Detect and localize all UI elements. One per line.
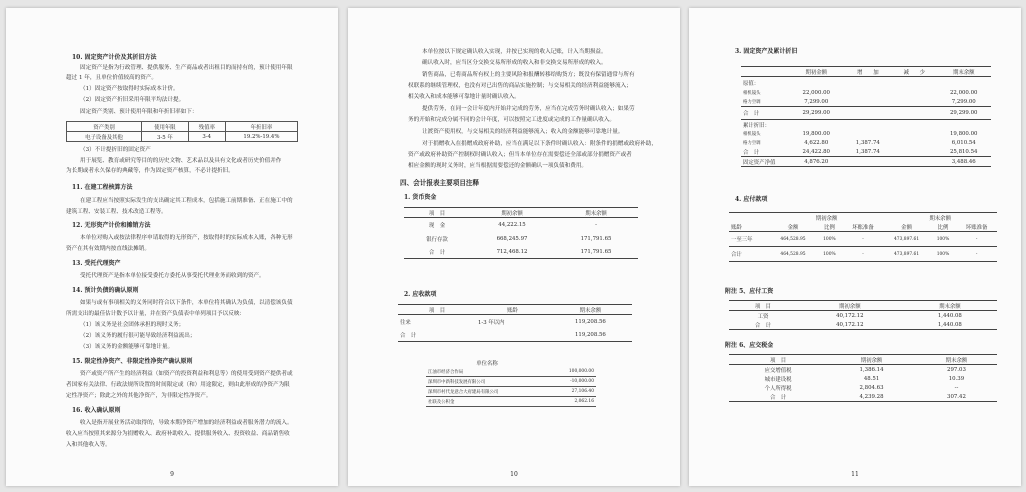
section-heading-14: 14. 预计负债的确认原则 — [72, 287, 139, 294]
section-heading-16: 16. 收入确认原则 — [72, 407, 121, 414]
table-header-cell: 账龄 — [729, 222, 770, 232]
table-cell: - — [843, 232, 884, 247]
paragraph-line: 为长期或者永久保存的典藏等，作为固定资产核算，不必计提折旧。 — [66, 168, 234, 174]
table-header-cell: 年折旧率 — [225, 122, 297, 132]
table-row — [404, 246, 638, 259]
table-row — [426, 367, 596, 377]
table-header-cell: 项 目 — [404, 208, 470, 218]
table-row — [729, 247, 997, 262]
paragraph-line: （2）该义务的履行很可能导致经济利益流出； — [80, 333, 196, 339]
table-cell: 4,239.28 — [827, 392, 916, 402]
paragraph-line: 所需支出的最佳估计数予以计量，并在资产负债表中单列项目予以反映： — [66, 311, 246, 317]
paragraph-line: （1）固定资产按取得时实际成本计价。 — [80, 86, 179, 92]
table-cell: 固定资产净值 — [741, 157, 789, 167]
table-row — [741, 88, 991, 97]
table-row — [741, 97, 991, 107]
table-row — [729, 374, 997, 383]
paragraph-line: 本单位对购入或按法律程序申请取得的无形资产，按取得时的实际成本入账，各种无形 — [80, 235, 293, 241]
table-cell: 城市建设税 — [764, 376, 792, 383]
table-cell: 社联及公积金 — [426, 397, 548, 407]
table-cell: 深圳市村代龙意合大府建局有限公司 — [426, 387, 548, 397]
table-cell: 24,422.80 — [789, 147, 844, 157]
table-header-cell: 比例 — [930, 222, 956, 232]
table-header-cell: 期末余额 — [936, 67, 991, 77]
table-cell — [892, 107, 936, 120]
table-row — [729, 232, 997, 247]
table-header-cell: 增 加 — [844, 67, 893, 77]
table-cell — [844, 107, 893, 120]
table-cell: 119,208.56 — [549, 328, 632, 342]
table-header-cell: 坏账准备 — [956, 222, 997, 232]
table-row — [729, 392, 997, 402]
paragraph-line: 入和其他收入等。 — [66, 442, 111, 448]
table-header-cell: 期末余额 — [549, 305, 632, 315]
table-row — [398, 315, 632, 329]
receivables-table — [398, 304, 632, 342]
paragraph-line: （3）不计提折旧的固定资产 — [80, 147, 151, 153]
table-header-cell: 减 少 — [892, 67, 936, 77]
table-row — [741, 129, 991, 138]
table-cell: 1,387.74 — [855, 139, 880, 146]
table-cell: 1,440.08 — [903, 320, 997, 330]
table-cell — [892, 147, 936, 157]
table-cell: 4,622.80 — [804, 139, 829, 146]
table-cell: 119,208.56 — [575, 318, 606, 325]
table-cell: 合 计 — [729, 320, 797, 330]
section-heading-12: 12. 无形资产计价和摊销方法 — [72, 222, 151, 229]
paragraph-line: 对于捐赠收入在捐赠成政府补助，应当在满足以下条件时确认收入：附条件的捐赠或政府补助， — [422, 141, 657, 147]
paragraph-line: （1）该义务是社会团体承担的现时义务； — [80, 322, 185, 328]
table-row — [426, 387, 596, 397]
document-page-11 — [689, 8, 1021, 486]
table-header-cell: 期初金额 — [789, 67, 844, 77]
table-cell: 25,810.54 — [936, 147, 991, 157]
table-header-cell: 期末余额 — [903, 301, 997, 311]
table-cell: 深圳市中新科技发展有限公司 — [426, 377, 548, 387]
table-cell: 464,528.95 — [770, 247, 816, 262]
table-cell: 合计 — [729, 247, 770, 262]
payables-table — [729, 212, 997, 262]
paragraph-line: 本单位按以下规定确认收入实现，并按已实现的收入记账，计入当期损益。 — [422, 49, 607, 55]
page-number: 11 — [851, 471, 859, 478]
unit-table — [426, 358, 596, 407]
table-cell: 1-3 年以内 — [478, 319, 505, 326]
table-row — [729, 311, 997, 321]
table-header-row — [729, 213, 997, 223]
table-cell: 3-4 — [188, 132, 225, 142]
table-cell: 44,222.15 — [498, 222, 526, 228]
paragraph-line: 权联系的继续管理权，也没有对已出售的商品实施控制；与交易相关的经济利益能够流入； — [408, 83, 632, 89]
table-cell: 100% — [930, 247, 956, 262]
table-cell — [844, 157, 893, 167]
table-cell: 合 计 — [398, 328, 476, 342]
section-heading-11: 11. 在建工程核算方法 — [72, 184, 133, 191]
paragraph-line: 收入应当按照其来源分为捐赠收入、政府补助收入、提供服务收入、投资收益、商品销售收 — [66, 431, 290, 437]
paragraph-line: 资产或资产所产生的经济利益（如资产的投资利益和利息等）的使用受到资产提供者或 — [80, 371, 293, 377]
section-heading-receivables: 2. 应收款项 — [404, 291, 437, 298]
table-header-cell: 期初余额 — [827, 355, 916, 365]
table-row — [404, 232, 638, 246]
table-row — [729, 320, 997, 330]
paragraph-line: 受托代理资产是指本单位接受委托方委托从事受托代理业务而收到的资产。 — [80, 273, 265, 279]
paragraph-line: 让渡资产使用权，与交易相关的经济利益能够流入；收入的金额能够可靠地计量。 — [422, 129, 624, 135]
table-cell: 个人所得税 — [764, 385, 792, 392]
paragraph-line: 建筑工程、安装工程、技术改造工程等。 — [66, 209, 167, 215]
table-cell: 473,897.61 — [883, 232, 929, 247]
table-cell: 合 计 — [741, 147, 789, 157]
table-header-cell: 坏账准备 — [843, 222, 884, 232]
table-row — [729, 365, 997, 375]
table-header-row — [426, 358, 596, 367]
table-header-cell: 期末余额 — [554, 208, 638, 218]
table-cell: - — [956, 247, 997, 262]
table-cell — [844, 88, 893, 97]
table-cell — [892, 138, 936, 147]
paragraph-line: 固定资产类别、预计使用年限和年折旧率如下： — [80, 109, 198, 115]
section-heading-cash: 1. 货币资金 — [404, 194, 437, 201]
paragraph-line: 务的开始和完成分属不同的会计年度，可以按照完工进度或完成的工作量确认收入。 — [408, 117, 615, 123]
table-cell: 合 计 — [729, 392, 827, 402]
table-header-cell: 期末余额 — [916, 355, 997, 365]
table-row — [404, 218, 638, 233]
table-row — [426, 397, 596, 407]
table-cell: 100% — [930, 232, 956, 247]
paragraph-line: 定性净资产；除此之外的其他净资产，为非限定性净资产。 — [66, 393, 212, 399]
table-cell: 40,172.12 — [836, 312, 864, 319]
section-heading-15: 15. 限定性净资产、非限定性净资产确认原则 — [72, 358, 193, 365]
cash-table — [404, 207, 638, 259]
table-cell: 江油市经济合作局 — [426, 367, 548, 377]
table-header-row — [729, 301, 997, 311]
table-cell — [844, 129, 893, 138]
table-cell: 171,791.65 — [554, 246, 638, 259]
table-cell: 464,528.95 — [770, 232, 816, 247]
table-cell: - — [956, 232, 997, 247]
table-header-cell: 项 目 — [729, 355, 827, 365]
paragraph-line: 相关收入和成本能够可靠地计量时确认收入。 — [408, 94, 520, 100]
paragraph-line: 资产或政府补助资产控制权时确认收入；但当本单位存在需要偿还全部或部分捐赠资产或者 — [408, 152, 632, 158]
table-cell: 1,387.74 — [844, 147, 893, 157]
table-cell: 19,800.00 — [802, 130, 830, 137]
table-header-cell: 账龄 — [476, 305, 549, 315]
table-cell: 171,791.65 — [580, 236, 612, 242]
table-cell: 一至三年 — [729, 232, 770, 247]
table-cell: 7,299.00 — [789, 97, 844, 107]
table-cell: 1,440.08 — [937, 312, 962, 319]
table-row — [398, 328, 632, 342]
table-row — [729, 383, 997, 392]
paragraph-line: 提供劳务，在同一会计年度内开始并完成的劳务，应当在完成劳务时确认收入；如果劳 — [422, 106, 635, 112]
fixed-assets-table — [741, 66, 991, 167]
paragraph-line: 超过 1 年，且单位价值较高的资产。 — [66, 75, 158, 81]
table-cell: 22,000.00 — [802, 89, 830, 96]
table-cell: 100% — [816, 247, 842, 262]
paragraph-line: （3）该义务的金额能够可靠地计量。 — [80, 344, 174, 350]
table-cell: 2,062.16 — [548, 397, 596, 407]
table-row — [741, 107, 991, 120]
document-page-9 — [6, 8, 338, 486]
table-cell — [892, 157, 936, 167]
table-cell — [476, 328, 549, 342]
table-cell: 100% — [816, 232, 842, 247]
table-header-cell: 残值率 — [188, 122, 225, 132]
table-cell: 原值： — [743, 80, 760, 87]
wages-table — [729, 300, 997, 330]
table-cell: 7,299.00 — [936, 97, 991, 107]
table-header-row — [398, 305, 632, 315]
table-row — [741, 157, 991, 167]
table-cell: 格力空调 — [743, 140, 761, 146]
section-heading-notes: 四、会计报表主要项目注释 — [400, 179, 480, 187]
table-cell — [844, 97, 893, 107]
table-header-row — [404, 208, 638, 218]
paragraph-line: 在建工程应当按照实际发生的支出确定其工程成本，包括施工前期准备、正在施工中的 — [80, 198, 293, 204]
table-cell: 3-5 年 — [142, 132, 189, 142]
table-cell: 相机镜头 — [743, 90, 761, 96]
taxes-table — [729, 354, 997, 402]
table-header-row — [741, 67, 991, 77]
table-row — [426, 377, 596, 387]
table-cell: 累计折旧： — [743, 122, 770, 129]
table-cell: 现 金 — [428, 223, 446, 229]
table-cell: 712,468.12 — [470, 246, 554, 259]
table-header-cell: 项 目 — [729, 301, 797, 311]
document-page-10 — [348, 8, 680, 486]
table-row — [741, 138, 991, 147]
paragraph-line: 销售商品，已将商品所有权上的主要风险和报酬转移给购货方；既没有保留通常与所有 — [422, 72, 635, 78]
paragraph-line: （2）固定资产折旧采用年限平均法计提。 — [80, 97, 185, 103]
table-cell — [892, 97, 936, 107]
table-cell: 29,299.00 — [789, 107, 844, 120]
table-header-cell: 资产类别 — [67, 122, 142, 132]
table-cell: 473,897.61 — [883, 247, 929, 262]
table-header-cell: 期初余额 — [470, 208, 554, 218]
table-row — [67, 132, 298, 142]
section-heading-10: 10. 固定资产计价及其折旧方法 — [72, 54, 157, 61]
table-cell: 22,000.00 — [950, 89, 978, 96]
table-cell: 100,000.00 — [548, 367, 596, 377]
table-cell: 40,172.12 — [797, 320, 903, 330]
table-cell: 工资 — [757, 313, 769, 320]
table-cell: 2,804.63 — [859, 384, 884, 391]
paragraph-line: 固定资产是指为行政管理、提供服务、生产商品或者出租目的而持有的，预计使用年限 — [80, 65, 293, 71]
paragraph-line: 用于展览、教育或研究等目的的历史文物、艺术品以及具有文化或者历史价值并作 — [80, 158, 282, 164]
table-row — [741, 77, 991, 89]
paragraph-line: 确认收入时，应当区分交换交易所形成的收入和非交换交易所形成的收入。 — [422, 60, 607, 66]
table-header-cell: 使用年限 — [142, 122, 189, 132]
table-header-row — [67, 122, 298, 132]
table-cell: 往来 — [400, 319, 411, 326]
table-cell: 10.39 — [948, 375, 965, 382]
section-heading-13: 13. 受托代理资产 — [72, 260, 121, 267]
table-cell: - — [843, 247, 884, 262]
table-cell: 48.51 — [863, 375, 880, 382]
table-header-cell: 单位名称 — [476, 360, 498, 367]
paragraph-line: 如果与或有事项相关的义务同时符合以下条件，本单位将其确认为负债，以清偿该负债 — [80, 300, 293, 306]
table-cell: 668,245.97 — [496, 236, 528, 242]
table-header-cell: 比例 — [816, 222, 842, 232]
table-header-cell: 期初余额 — [797, 301, 903, 311]
page-number: 10 — [510, 471, 518, 478]
table-cell: 1,386.14 — [859, 366, 884, 373]
table-cell: 297.03 — [947, 366, 966, 373]
table-cell: 6,010.54 — [951, 139, 976, 146]
table-cell: 19.2%-19.4% — [225, 132, 297, 142]
table-header-cell: 项 目 — [398, 305, 476, 315]
section-heading-fixed-assets: 3. 固定资产及累计折旧 — [735, 48, 798, 55]
paragraph-line: 资产在其有效期内按直线法摊销。 — [66, 246, 150, 252]
table-header-cell: 期初余额 — [770, 213, 884, 223]
table-cell: 27,106.40 — [548, 387, 596, 397]
table-cell: 307.42 — [916, 392, 997, 402]
depreciation-table — [66, 121, 298, 142]
table-cell: 4,876.20 — [789, 157, 844, 167]
table-cell: 29,299.00 — [936, 107, 991, 120]
table-row — [741, 120, 991, 130]
paragraph-line: 者国家有关法律、行政法规所设置的时间限定或（和）用途限定，则由此形成的净资产为限 — [66, 382, 290, 388]
table-cell: 银行存款 — [426, 237, 448, 243]
table-cell: 格力空调 — [741, 97, 789, 107]
page-number: 9 — [170, 471, 174, 478]
table-header-row — [729, 222, 997, 232]
table-cell — [892, 129, 936, 138]
table-cell: 电子设备及其他 — [67, 132, 142, 142]
table-cell: -10,000.00 — [548, 377, 596, 387]
table-cell: 相机镜头 — [743, 131, 761, 137]
table-header-cell: 金额 — [770, 222, 816, 232]
paragraph-line: 相应金额的现时义务时，应当根据需要偿还的金额确认一项负债和费用。 — [408, 163, 588, 169]
table-row — [741, 147, 991, 157]
table-cell: - — [595, 222, 597, 228]
table-cell: 合 计 — [404, 246, 470, 259]
section-heading-taxes: 附注 6、应交税金 — [725, 342, 774, 349]
table-header-cell: 期末余额 — [883, 213, 997, 223]
table-cell: 应交增值税 — [764, 367, 792, 374]
table-cell: 3,488.46 — [936, 157, 991, 167]
section-heading-wages: 附注 5、应付工资 — [725, 288, 774, 295]
table-header-cell: 金额 — [883, 222, 929, 232]
table-cell — [892, 88, 936, 97]
table-cell: 19,800.00 — [950, 130, 978, 137]
table-cell: -- — [954, 384, 959, 391]
section-heading-payables: 4. 应付款项 — [735, 196, 768, 203]
paragraph-line: 收入是指开展业务活动取得的，导致本期净资产增加的经济利益或者服务潜力的流入。 — [80, 420, 293, 426]
table-cell: 合 计 — [741, 107, 789, 120]
table-header-row — [729, 355, 997, 365]
